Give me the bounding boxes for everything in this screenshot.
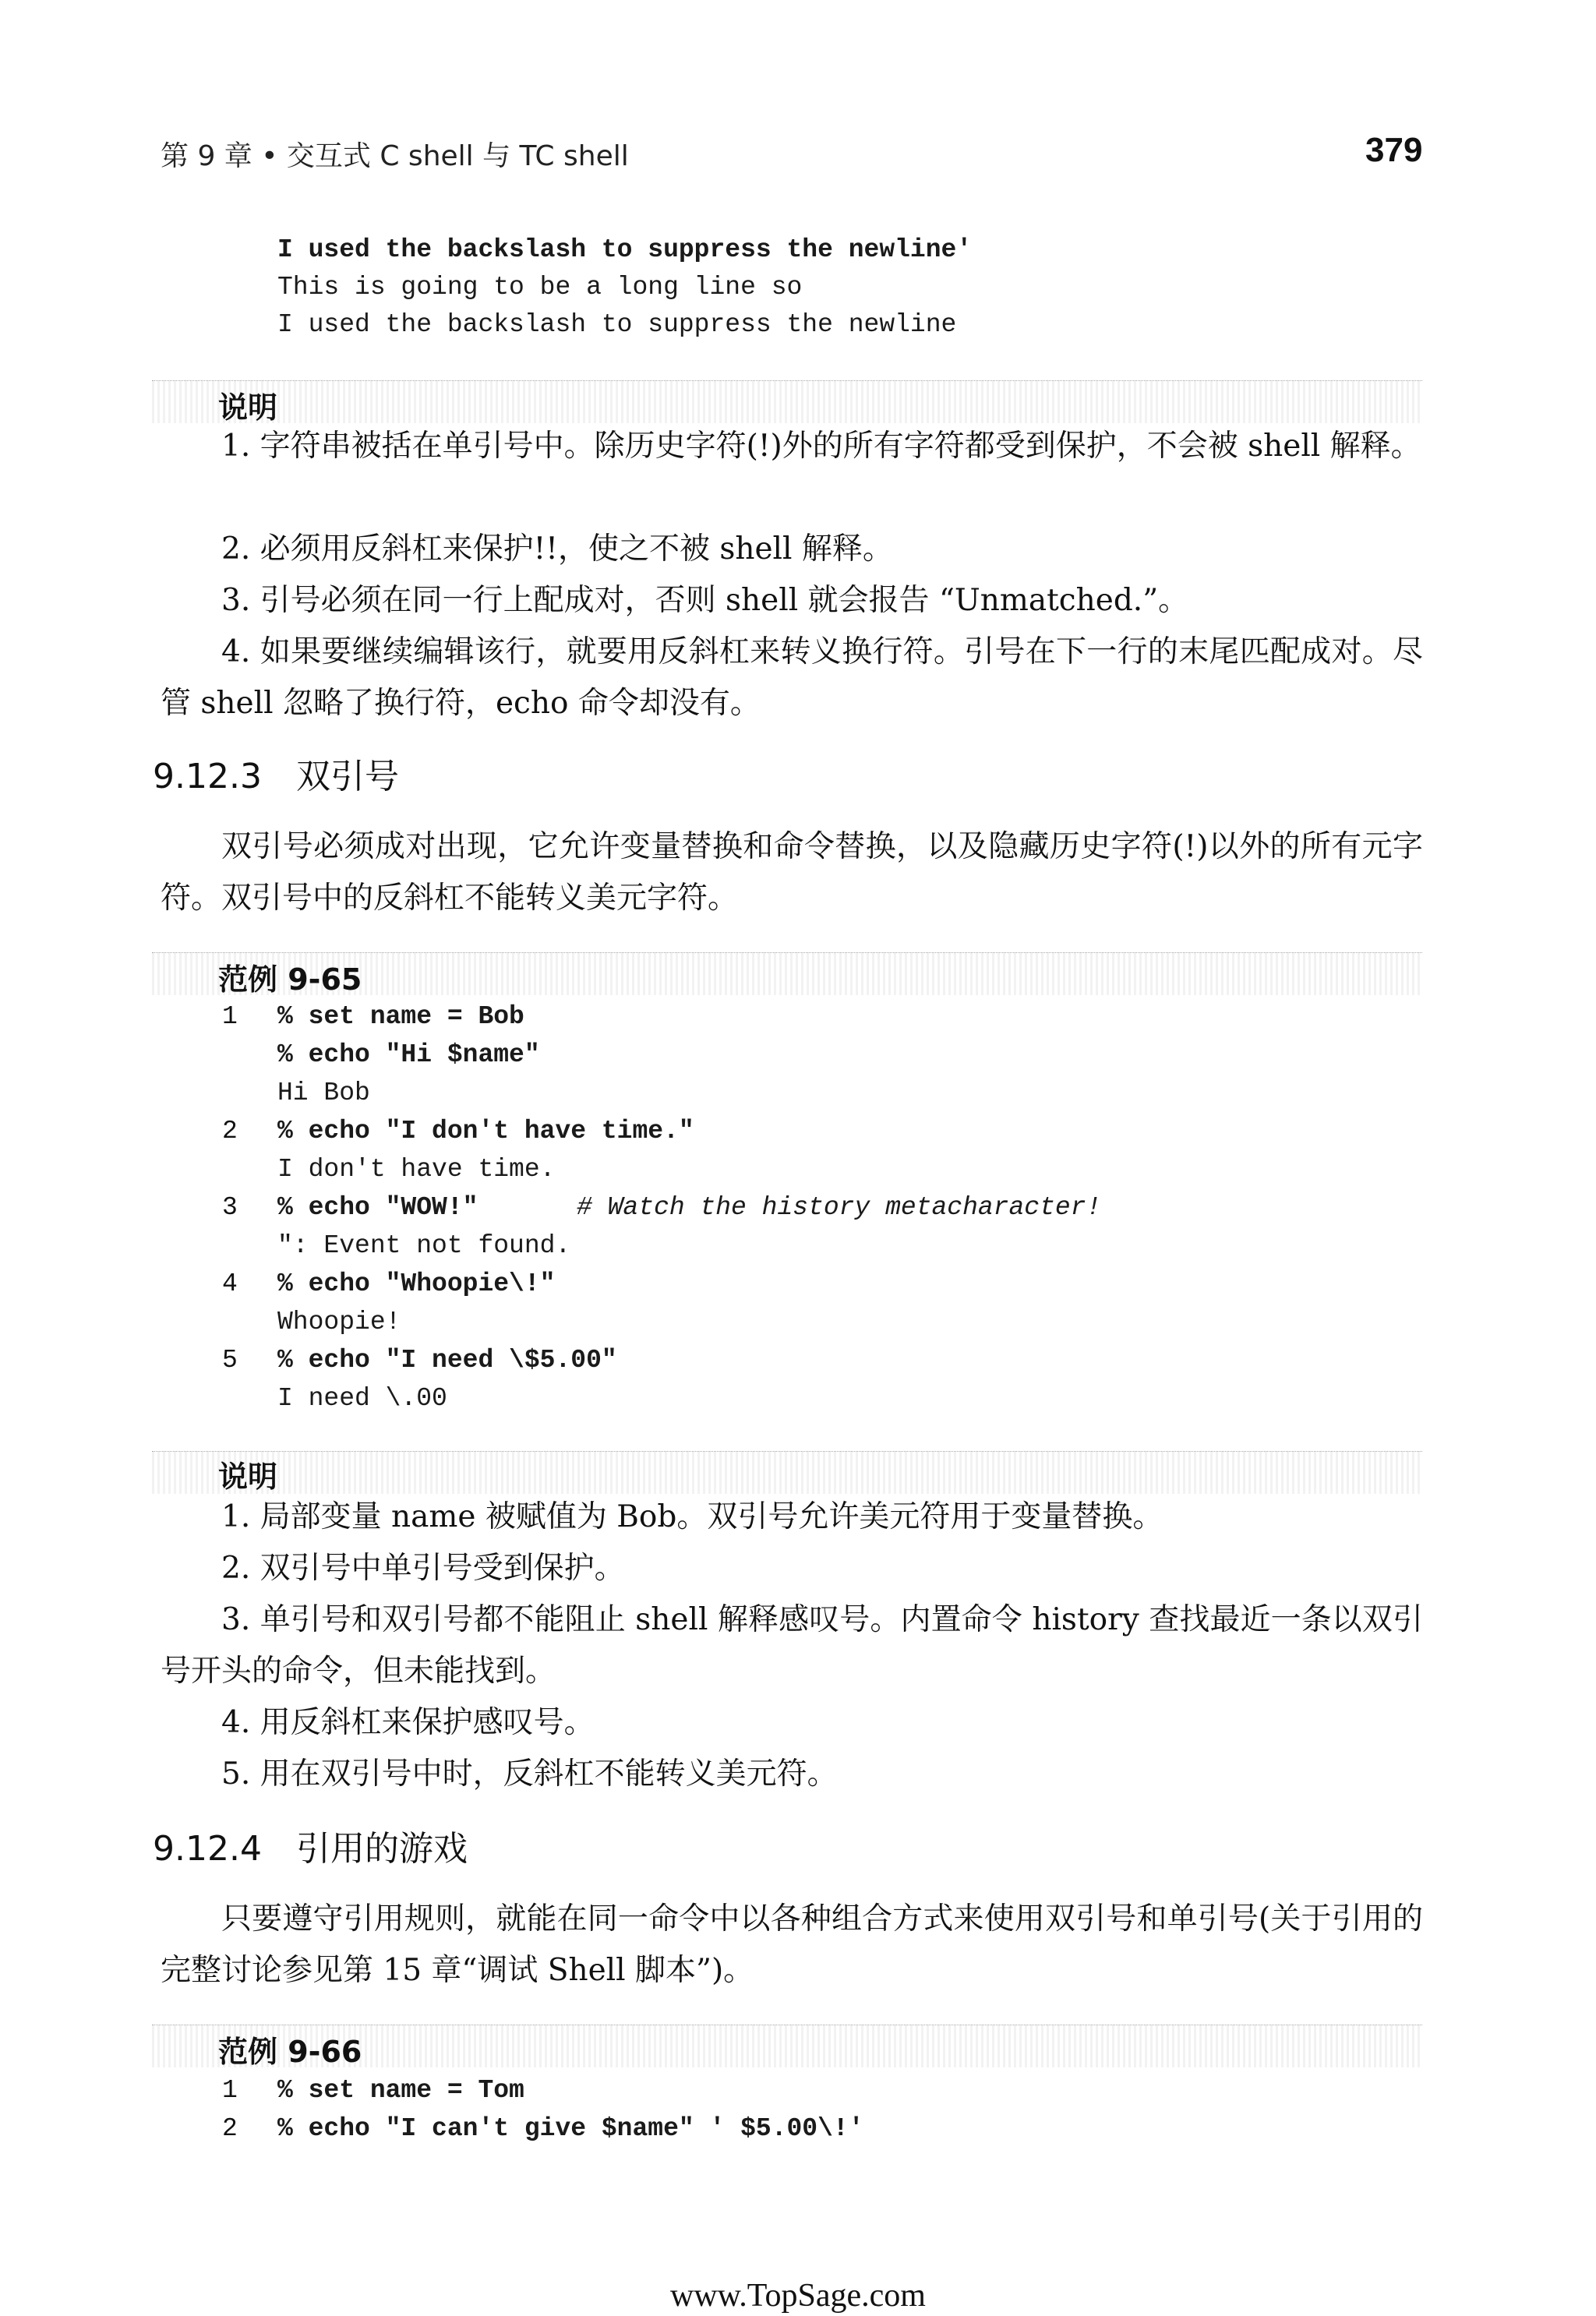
code-line: ": Event not found. — [277, 1231, 571, 1260]
note-item: 2. 双引号中单引号受到保护。 — [221, 1551, 625, 1586]
code-line: % echo "I need \$5.00" — [277, 1346, 617, 1375]
note-item: 3. 单引号和双引号都不能阻止 shell 解释感叹号。内置命令 history 查找最近一条以双引号开头的命令，但未能找到。 — [161, 1602, 1423, 1689]
line-number: 3 — [222, 1193, 238, 1222]
note-item: 3. 引号必须在同一行上配成对，否则 shell 就会报告 “Unmatched.”。 — [221, 583, 1189, 618]
code-line: Whoopie! — [277, 1308, 401, 1336]
note-item: 1. 字符串被括在单引号中。除历史字符(!)外的所有字符都受到保护，不会被 shell 解释。 — [221, 429, 1421, 464]
section-paragraph: 只要遵守引用规则，就能在同一命令中以各种组合方式来使用双引号和单引号(关于引用的完整讨论参见第 15 章“调试 Shell 脚本”)。 — [161, 1901, 1423, 1988]
code-line: % set name = Tom — [277, 2076, 524, 2105]
page-number: 379 — [1365, 131, 1423, 169]
note-item: 2. 必须用反斜杠来保护!!，使之不被 shell 解释。 — [221, 531, 893, 567]
section-heading: 9.12.4 引用的游戏 — [153, 1829, 468, 1869]
code-line: I need \.00 — [277, 1384, 447, 1413]
note-item: 1. 局部变量 name 被赋值为 Bob。双引号允许美元符用于变量替换。 — [221, 1499, 1163, 1534]
line-number: 1 — [222, 1002, 238, 1031]
note-label: 说明 — [218, 1460, 278, 1494]
code-comment: # Watch the history metacharacter! — [577, 1193, 1102, 1222]
section-heading: 9.12.3 双引号 — [153, 757, 399, 796]
code-line: % echo "I can't give $name" ' $5.00\!' — [277, 2114, 864, 2143]
chapter-header: 第 9 章 • 交互式 C shell 与 TC shell — [161, 140, 629, 172]
line-number: 1 — [222, 2076, 238, 2105]
line-number: 4 — [222, 1269, 238, 1298]
code-line: % set name = Bob — [277, 1002, 524, 1031]
code-line: I used the backslash to suppress the newline — [277, 310, 957, 339]
line-number: 2 — [222, 2114, 238, 2143]
code-line: % echo "WOW!" — [277, 1193, 478, 1222]
code-line: % echo "Hi $name" — [277, 1040, 540, 1069]
code-line: I don't have time. — [277, 1155, 556, 1184]
section-paragraph: 双引号必须成对出现，它允许变量替换和命令替换，以及隐藏历史字符(!)以外的所有元字符。双引号中的反斜杠不能转义美元字符。 — [161, 829, 1423, 916]
footer-url: www.TopSage.com — [670, 2278, 926, 2314]
note-item: 5. 用在双引号中时，反斜杠不能转义美元符。 — [221, 1756, 838, 1792]
code-line: I used the backslash to suppress the newline' — [277, 235, 973, 264]
note-shade — [152, 380, 1422, 423]
note-item: 4. 用反斜杠来保护感叹号。 — [221, 1705, 595, 1740]
code-line: % echo "Whoopie\!" — [277, 1269, 556, 1298]
example-label: 范例 9-65 — [218, 962, 362, 997]
example-label: 范例 9-66 — [218, 2035, 362, 2069]
line-number: 2 — [222, 1117, 238, 1146]
code-line: Hi Bob — [277, 1079, 370, 1107]
note-shade — [152, 1451, 1422, 1494]
line-number: 5 — [222, 1346, 238, 1375]
code-line: This is going to be a long line so — [277, 273, 803, 302]
code-line: % echo "I don't have time." — [277, 1117, 694, 1146]
note-label: 说明 — [218, 390, 278, 425]
note-item: 4. 如果要继续编辑该行，就要用反斜杠来转义换行符。引号在下一行的末尾匹配成对。尽管 shell 忽略了换行符，echo 命令却没有。 — [161, 634, 1423, 721]
